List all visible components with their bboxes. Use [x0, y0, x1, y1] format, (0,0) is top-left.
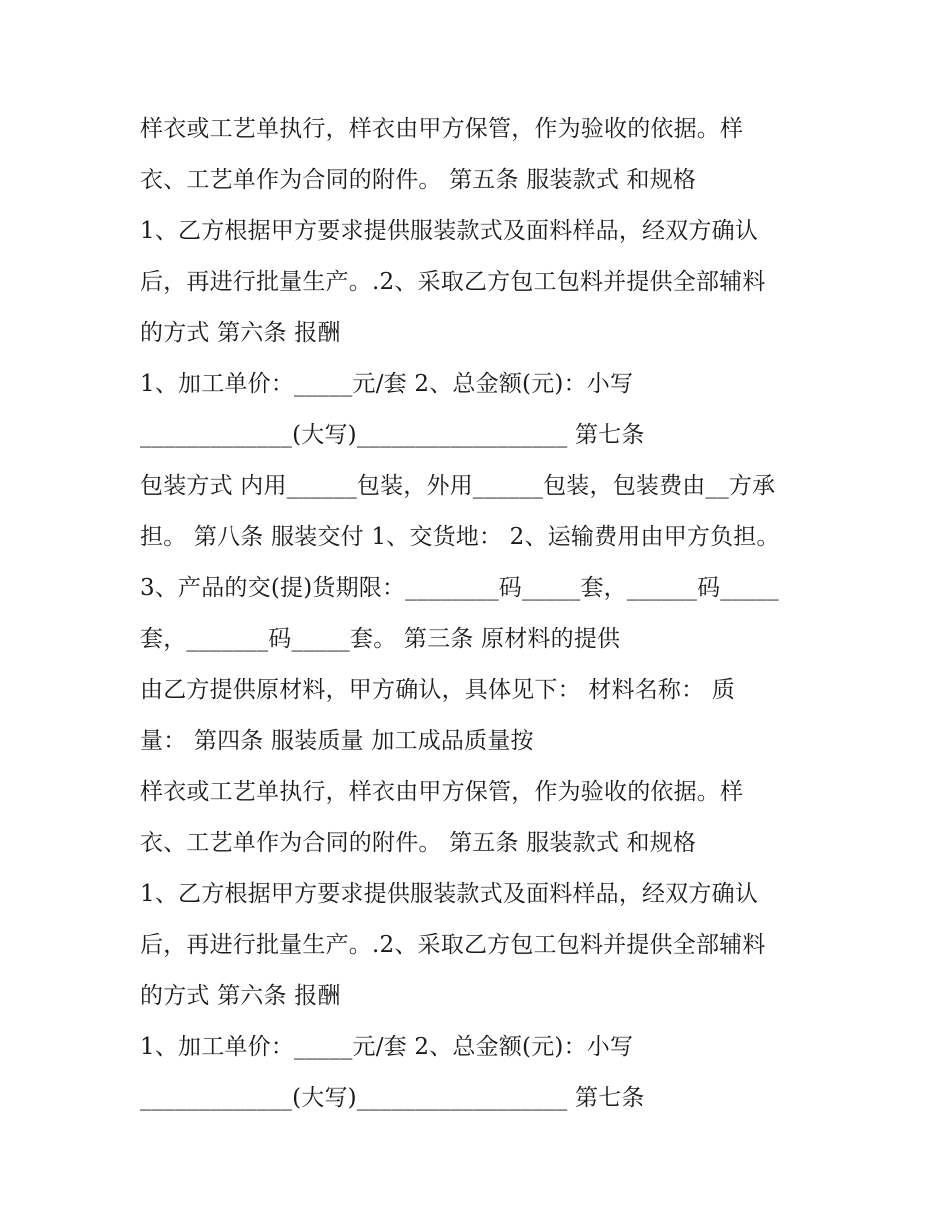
text-line: 1、乙方根据甲方要求提供服装款式及面料样品，经双方确认 [140, 218, 759, 244]
contract-text-body [140, 104, 830, 1124]
text-line: _____________(大写)__________________ 第七条 [140, 422, 645, 448]
text-line: 套，_______码_____套。 第三条 原材料的提供 [140, 626, 621, 652]
text-line: 3、产品的交(提)货期限：________码_____套，______码_____ [140, 575, 779, 601]
text-line: _____________(大写)__________________ 第七条 [140, 1085, 645, 1111]
text-line: 担。 第八条 服装交付 1、交货地： 2、运输费用由甲方负担。 [140, 524, 780, 550]
text-line: 1、加工单价：_____元/套 2、总金额(元)：小写 [140, 371, 634, 397]
text-line: 样衣或工艺单执行，样衣由甲方保管，作为验收的依据。样 [140, 116, 744, 142]
text-line: 样衣或工艺单执行，样衣由甲方保管，作为验收的依据。样 [140, 779, 744, 805]
text-line: 的方式 第六条 报酬 [140, 983, 341, 1009]
text-line: 衣、工艺单作为合同的附件。 第五条 服装款式 和规格 [140, 830, 697, 856]
text-line: 1、乙方根据甲方要求提供服装款式及面料样品，经双方确认 [140, 881, 759, 907]
text-line: 后，再进行批量生产。.2、采取乙方包工包料并提供全部辅料 [140, 269, 766, 295]
text-line: 由乙方提供原材料，甲方确认，具体见下： 材料名称： 质 [140, 677, 736, 703]
text-line: 1、加工单价：_____元/套 2、总金额(元)：小写 [140, 1034, 634, 1060]
text-line: 的方式 第六条 报酬 [140, 320, 341, 346]
text-line: 后，再进行批量生产。.2、采取乙方包工包料并提供全部辅料 [140, 932, 766, 958]
text-line: 衣、工艺单作为合同的附件。 第五条 服装款式 和规格 [140, 167, 697, 193]
text-line: 量： 第四条 服装质量 加工成品质量按 [140, 728, 534, 754]
text-line: 包装方式 内用______包装，外用______包装，包装费由__方承 [140, 473, 776, 499]
